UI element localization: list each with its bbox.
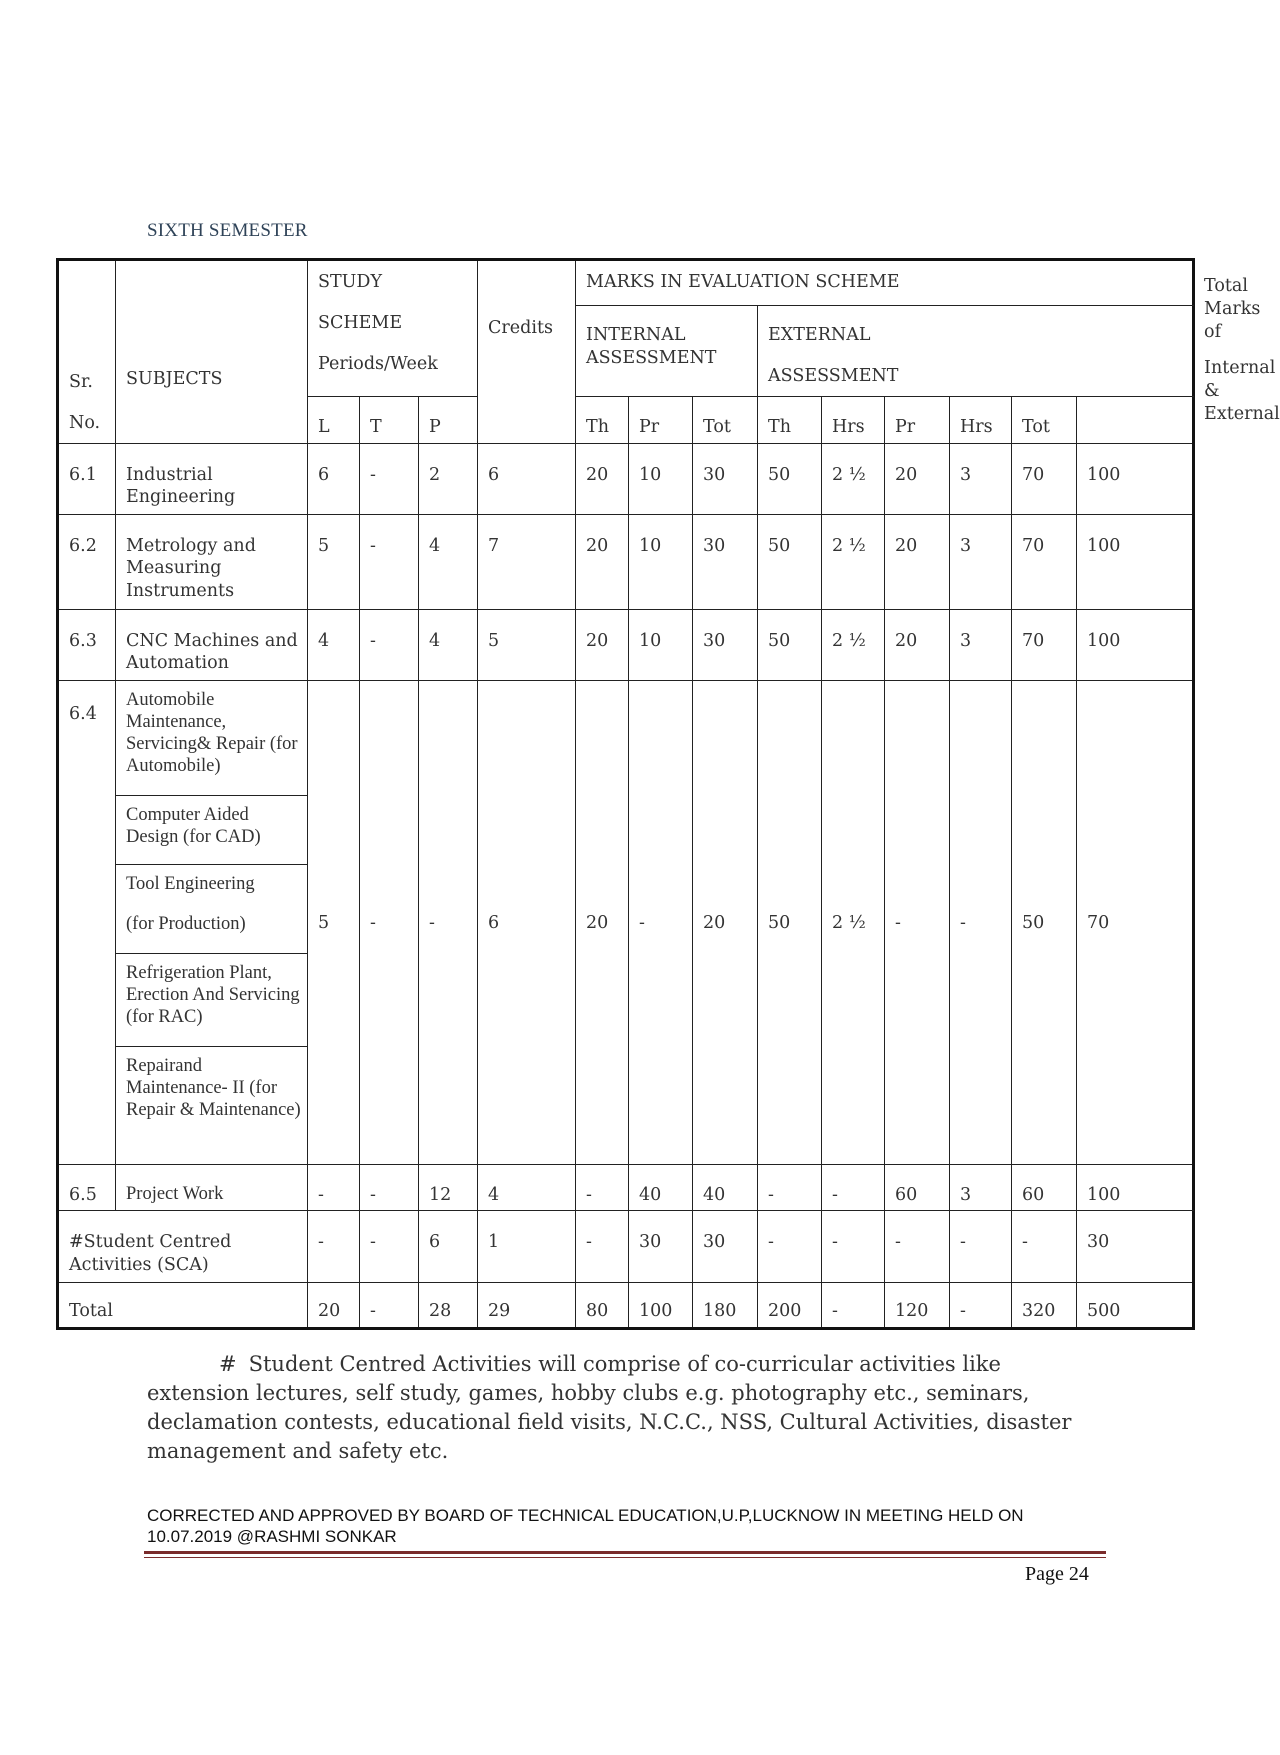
ext-th-header: Th <box>758 397 822 443</box>
study-scheme-header: STUDY SCHEME Periods/Week <box>308 260 478 397</box>
table-row-elective: 6.4 Automobile Maintenance, Servicing& Repair (for Automobile) Computer Aided Design (for CAD) Tool Engineering (for Production) Refrigeration Plant, Erection And Servicing (for RAC) Repairand Maintenance- II (for Repair & Maintenance) 5 - - 6 20 - 20 50 2 ½ - - 50 70 <box>58 680 1194 1164</box>
sr-no-header: Sr. No. <box>58 260 116 444</box>
internal-header: INTERNAL ASSESSMENT <box>576 306 758 397</box>
elective-subject: Refrigeration Plant, Erection And Servicing (for RAC) <box>116 954 307 1047</box>
int-pr-header: Pr <box>629 397 693 443</box>
table-row: 6.3 CNC Machines and Automation 4 - 4 5 20 10 30 50 2 ½ 20 3 70 100 <box>58 609 1194 680</box>
table-row-sca: #Student Centred Activities (SCA) - - 6 1 - 30 30 - - - - - 30 <box>58 1211 1194 1282</box>
table-row-total: Total 20 - 28 29 80 100 180 200 - 120 - 320 500 <box>58 1282 1194 1328</box>
external-header: EXTERNAL ASSESSMENT <box>758 306 1194 397</box>
elective-subject: Tool Engineering (for Production) <box>116 865 307 954</box>
semester-title: SIXTH SEMESTER <box>147 220 308 241</box>
t-header: T <box>360 397 419 443</box>
p-header: P <box>419 397 478 443</box>
footnote-text: Student Centred Activities will comprise of co-curricular activities like extension lectures, self study, games, hobby clubs e.g. photography etc., seminars, declamation contests, educational field visits, N.C.C., NSS, Cultural Activities, disaster management and safety etc. <box>147 1352 1072 1463</box>
ext-hrs2-header: Hrs <box>950 397 1012 443</box>
ext-hrs-header: Hrs <box>822 397 885 443</box>
approval-footer: CORRECTED AND APPROVED BY BOARD OF TECHNICAL EDUCATION,U.P,LUCKNOW IN MEETING HELD ON 10.07.2019 @RASHMI SONKAR <box>147 1506 1024 1546</box>
credits-header: Credits <box>478 260 576 444</box>
int-tot-header: Tot <box>693 397 758 443</box>
int-th-header: Th <box>576 397 629 443</box>
footer-rule <box>144 1551 1106 1554</box>
elective-subject: Computer Aided Design (for CAD) <box>116 796 307 865</box>
sca-footnote <box>147 1350 1107 1466</box>
subjects-header: SUBJECTS <box>116 260 308 444</box>
footnote-marker: # <box>219 1352 237 1376</box>
marks-header: MARKS IN EVALUATION SCHEME <box>576 260 1194 306</box>
elective-subjects <box>116 680 308 1164</box>
table-row: 6.2 Metrology and Measuring Instruments 5 - 4 7 20 10 30 50 2 ½ 20 3 70 100 <box>58 514 1194 609</box>
elective-subject: Repairand Maintenance- II (for Repair & Maintenance) <box>126 1055 301 1121</box>
elective-subject: Automobile Maintenance, Servicing& Repair (for Automobile) <box>116 681 307 796</box>
table-row: 6.5 Project Work - - 12 4 - 40 40 - - 60 3 60 100 <box>58 1164 1194 1210</box>
l-header: L <box>308 397 360 443</box>
ext-pr-header: Pr <box>885 397 950 443</box>
header-row-1: Sr. No. SUBJECTS STUDY SCHEME Periods/Week Credits MARKS IN EVALUATION SCHEME Total Marks of Internal & External <box>58 260 1194 306</box>
table-row: 6.1 Industrial Engineering 6 - 2 6 20 10 30 50 2 ½ 20 3 70 100 <box>58 443 1194 514</box>
ext-tot-header: Tot <box>1012 397 1077 443</box>
evaluation-scheme-table <box>56 258 1280 1330</box>
page-number: Page 24 <box>1025 1563 1089 1585</box>
footer-rule-thin <box>144 1557 1106 1558</box>
